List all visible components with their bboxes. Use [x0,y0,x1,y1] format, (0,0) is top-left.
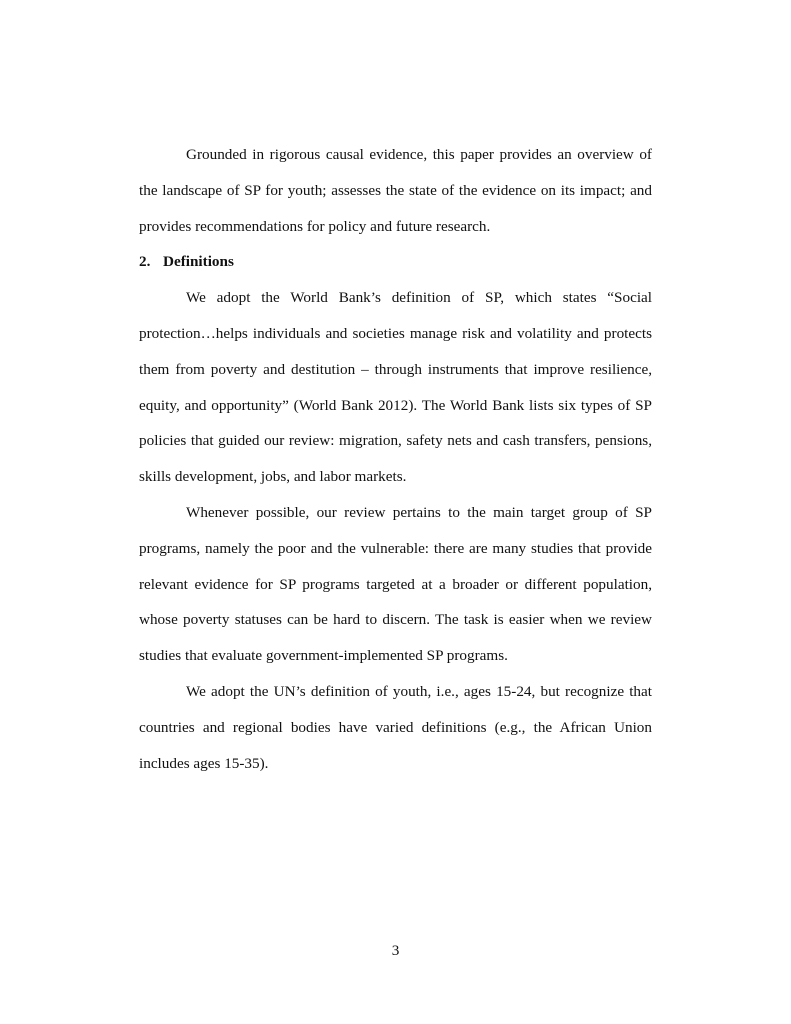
sp-definition-paragraph: We adopt the World Bank’s definition of SP, which states “Social protection…helps individuals and societies manage risk and volatility and protects them from poverty and destitution – through instruments that improve resilience, equity, and opportunity” (World Bank 2012). The World Bank lists six types of SP policies that guided our review: migration, safety nets and cash transfers, pensions, skills development, jobs, and labor markets. [139,289,652,486]
section-number: 2. [139,253,151,271]
section-heading [139,244,652,280]
page-number: 3 [391,942,400,959]
section-title: Definitions [163,253,234,271]
youth-definition-paragraph: We adopt the UN’s definition of youth, i.e., ages 15-24, but recognize that countries and regional bodies have varied definitions (e.g., the African Union includes ages 15-35). [139,682,652,772]
target-group-paragraph: Whenever possible, our review pertains to the main target group of SP programs, namely the poor and the vulnerable: there are many studies that provide relevant evidence for SP programs targeted at a broader or different population, whose poverty statuses can be hard to discern. The task is easier when we review studies that evaluate government-implemented SP programs. [139,503,652,665]
page-body [139,137,652,781]
intro-paragraph: Grounded in rigorous causal evidence, this paper provides an overview of the landscape of SP for youth; assesses the state of the evidence on its impact; and provides recommendations for policy and future research. [139,146,652,235]
